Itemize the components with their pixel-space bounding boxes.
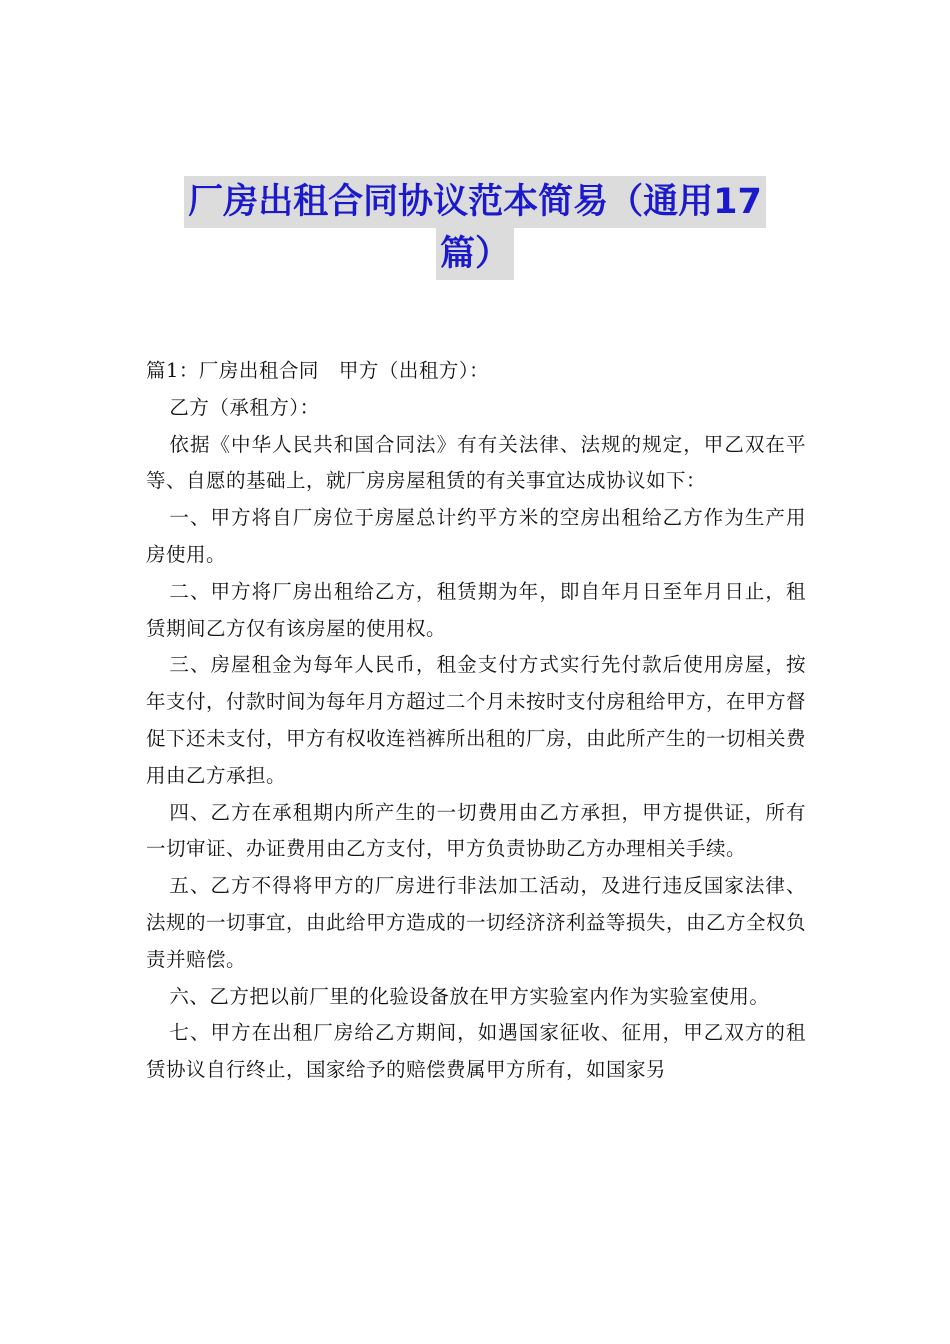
paragraph-heading: 篇1：厂房出租合同 甲方（出租方）：	[146, 359, 490, 382]
paragraph: 三、房屋租金为每年人民币，租金支付方式实行先付款后使用房屋，按年支付，付款时间为每年月方超过二个月未按时支付房租给甲方，在甲方督促下还未支付，甲方有权收连裆裤所出租的厂房，由此所产生的一切相关费用由乙方承担。	[146, 653, 807, 787]
title-line-1: 厂房出租合同协议范本简易（通用17	[184, 176, 766, 228]
paragraph: 七、甲方在出租厂房给乙方期间，如遇国家征收、征用，甲乙双方的租赁协议自行终止，国家给予的赔偿费属甲方所有，如国家另	[146, 1021, 806, 1082]
document-title	[0, 176, 950, 280]
paragraph: 乙方（承租方）：	[169, 395, 320, 419]
paragraph: 依据《中华人民共和国合同法》有有关法律、法规的规定，甲乙双在平等、自愿的基础上，就厂房房屋租赁的有关事宜达成协议如下：	[146, 432, 806, 493]
document-body	[146, 353, 806, 1089]
paragraph: 四、乙方在承租期内所产生的一切费用由乙方承担，甲方提供证，所有一切审证、办证费用由乙方支付，甲方负责协助乙方办理相关手续。	[146, 800, 806, 861]
title-line-2: 篇）	[436, 228, 514, 280]
paragraph: 二、甲方将厂房出租给乙方，租赁期为年，即自年月日至年月日止，租赁期间乙方仅有该房屋的使用权。	[146, 579, 806, 640]
paragraph: 六、乙方把以前厂里的化验设备放在甲方实验室内作为实验室使用。	[169, 984, 770, 1008]
paragraph: 五、乙方不得将甲方的厂房进行非法加工活动，及进行违反国家法律、法规的一切事宜，由此给甲方造成的一切经济济利益等损失，由乙方全权负责并赔偿。	[146, 874, 807, 971]
paragraph: 一、甲方将自厂房位于房屋总计约平方米的空房出租给乙方作为生产用房使用。	[146, 506, 806, 566]
